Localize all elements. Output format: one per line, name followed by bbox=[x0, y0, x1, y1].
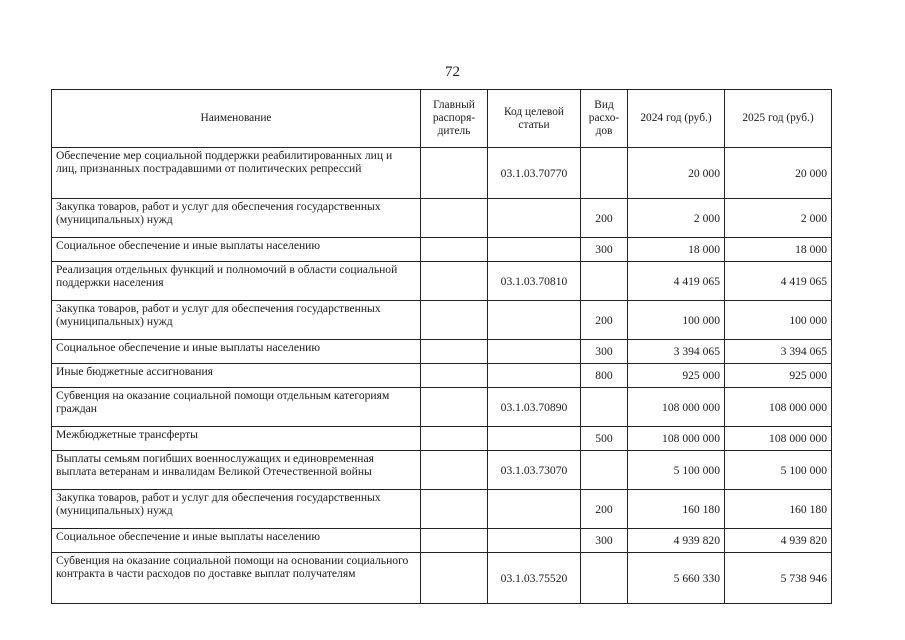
row-code bbox=[488, 529, 581, 553]
row-amount-2024: 4 419 065 bbox=[628, 262, 725, 301]
row-grbs bbox=[421, 199, 488, 238]
row-code: 03.1.03.73070 bbox=[488, 451, 581, 490]
row-amount-2024: 108 000 000 bbox=[628, 427, 725, 451]
row-amount-2024: 2 000 bbox=[628, 199, 725, 238]
table-row bbox=[52, 262, 832, 301]
row-grbs bbox=[421, 427, 488, 451]
row-vid bbox=[581, 451, 628, 490]
row-grbs bbox=[421, 490, 488, 529]
row-grbs bbox=[421, 553, 488, 604]
row-name: Социальное обеспечение и иные выплаты населению bbox=[52, 238, 421, 262]
row-amount-2024: 108 000 000 bbox=[628, 388, 725, 427]
row-amount-2024: 160 180 bbox=[628, 490, 725, 529]
table-header-row bbox=[52, 90, 832, 148]
row-code bbox=[488, 238, 581, 262]
row-amount-2025: 4 419 065 bbox=[725, 262, 832, 301]
row-vid bbox=[581, 388, 628, 427]
row-amount-2025: 100 000 bbox=[725, 301, 832, 340]
row-name: Иные бюджетные ассигнования bbox=[52, 364, 421, 388]
row-name: Социальное обеспечение и иные выплаты населению bbox=[52, 340, 421, 364]
row-name: Закупка товаров, работ и услуг для обеспечения государственных (муниципальных) нужд bbox=[52, 301, 421, 340]
row-amount-2024: 4 939 820 bbox=[628, 529, 725, 553]
row-amount-2025: 4 939 820 bbox=[725, 529, 832, 553]
row-code bbox=[488, 427, 581, 451]
row-vid: 200 bbox=[581, 199, 628, 238]
row-amount-2025: 108 000 000 bbox=[725, 388, 832, 427]
row-name: Реализация отдельных функций и полномочий в области социальной поддержки населения bbox=[52, 262, 421, 301]
row-vid: 200 bbox=[581, 301, 628, 340]
row-grbs bbox=[421, 529, 488, 553]
row-grbs bbox=[421, 262, 488, 301]
row-amount-2025: 18 000 bbox=[725, 238, 832, 262]
row-vid: 200 bbox=[581, 490, 628, 529]
row-code: 03.1.03.70890 bbox=[488, 388, 581, 427]
table-row bbox=[52, 148, 832, 199]
row-grbs bbox=[421, 148, 488, 199]
table-row bbox=[52, 553, 832, 604]
row-vid: 800 bbox=[581, 364, 628, 388]
row-code bbox=[488, 490, 581, 529]
row-name: Субвенция на оказание социальной помощи отдельным категориям граждан bbox=[52, 388, 421, 427]
row-code bbox=[488, 199, 581, 238]
row-code: 03.1.03.70770 bbox=[488, 148, 581, 199]
row-vid bbox=[581, 553, 628, 604]
table-row bbox=[52, 301, 832, 340]
header-2024: 2024 год (руб.) bbox=[628, 90, 725, 148]
table-row bbox=[52, 427, 832, 451]
row-vid: 300 bbox=[581, 340, 628, 364]
budget-table bbox=[51, 89, 832, 604]
row-code: 03.1.03.75520 bbox=[488, 553, 581, 604]
row-code bbox=[488, 301, 581, 340]
row-name: Межбюджетные трансферты bbox=[52, 427, 421, 451]
header-grbs: Главный распоря-дитель bbox=[421, 90, 488, 148]
row-amount-2024: 5 100 000 bbox=[628, 451, 725, 490]
row-vid: 500 bbox=[581, 427, 628, 451]
row-name: Выплаты семьям погибших военнослужащих и единовременная выплата ветеранам и инвалидам Великой Отечественной войны bbox=[52, 451, 421, 490]
table-body bbox=[52, 148, 832, 604]
row-name: Социальное обеспечение и иные выплаты населению bbox=[52, 529, 421, 553]
row-name: Закупка товаров, работ и услуг для обеспечения государственных (муниципальных) нужд bbox=[52, 490, 421, 529]
row-amount-2025: 5 100 000 bbox=[725, 451, 832, 490]
row-amount-2024: 100 000 bbox=[628, 301, 725, 340]
table-row bbox=[52, 529, 832, 553]
row-vid bbox=[581, 148, 628, 199]
header-vid: Вид расхо-дов bbox=[581, 90, 628, 148]
table-row bbox=[52, 199, 832, 238]
row-grbs bbox=[421, 364, 488, 388]
row-amount-2025: 3 394 065 bbox=[725, 340, 832, 364]
row-code bbox=[488, 364, 581, 388]
row-amount-2025: 5 738 946 bbox=[725, 553, 832, 604]
row-name: Субвенция на оказание социальной помощи на основании социального контракта в части расходов по доставке выплат получателям bbox=[52, 553, 421, 604]
row-name: Обеспечение мер социальной поддержки реабилитированных лиц и лиц, признанных пострадавшими от политических репрессий bbox=[52, 148, 421, 199]
row-code: 03.1.03.70810 bbox=[488, 262, 581, 301]
page-number: 72 bbox=[445, 64, 460, 80]
row-amount-2025: 2 000 bbox=[725, 199, 832, 238]
row-grbs bbox=[421, 340, 488, 364]
row-vid bbox=[581, 262, 628, 301]
table-row bbox=[52, 364, 832, 388]
table-row bbox=[52, 451, 832, 490]
row-amount-2024: 5 660 330 bbox=[628, 553, 725, 604]
table-row bbox=[52, 340, 832, 364]
row-grbs bbox=[421, 451, 488, 490]
row-amount-2024: 3 394 065 bbox=[628, 340, 725, 364]
row-vid: 300 bbox=[581, 238, 628, 262]
table-row bbox=[52, 388, 832, 427]
row-amount-2024: 925 000 bbox=[628, 364, 725, 388]
table-row bbox=[52, 238, 832, 262]
row-grbs bbox=[421, 388, 488, 427]
row-amount-2025: 160 180 bbox=[725, 490, 832, 529]
row-grbs bbox=[421, 301, 488, 340]
table-row bbox=[52, 490, 832, 529]
row-code bbox=[488, 340, 581, 364]
row-amount-2025: 925 000 bbox=[725, 364, 832, 388]
header-code: Код целевой статьи bbox=[488, 90, 581, 148]
header-name: Наименование bbox=[52, 90, 421, 148]
row-amount-2025: 20 000 bbox=[725, 148, 832, 199]
row-grbs bbox=[421, 238, 488, 262]
header-2025: 2025 год (руб.) bbox=[725, 90, 832, 148]
row-name: Закупка товаров, работ и услуг для обеспечения государственных (муниципальных) нужд bbox=[52, 199, 421, 238]
row-vid: 300 bbox=[581, 529, 628, 553]
row-amount-2024: 20 000 bbox=[628, 148, 725, 199]
row-amount-2025: 108 000 000 bbox=[725, 427, 832, 451]
row-amount-2024: 18 000 bbox=[628, 238, 725, 262]
